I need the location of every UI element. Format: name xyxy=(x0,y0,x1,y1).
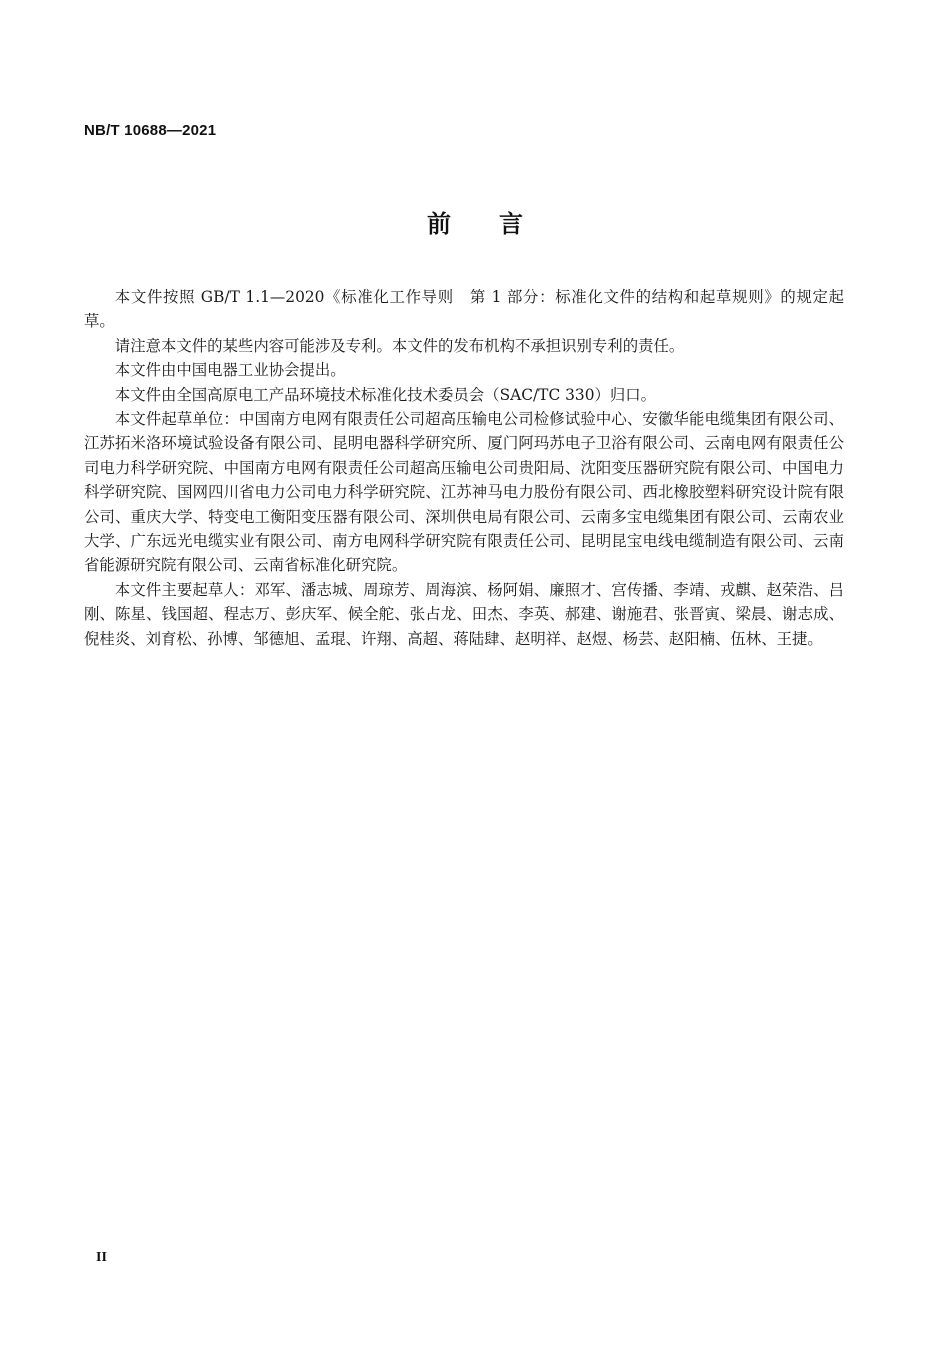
document-number: NB/T 10688—2021 xyxy=(84,122,217,139)
paragraph-drafting-units: 本文件起草单位：中国南方电网有限责任公司超高压输电公司检修试验中心、安徽华能电缆集团有限公司、江苏拓米洛环境试验设备有限公司、昆明电器科学研究所、厦门阿玛苏电子卫浴有限公司、云南电网有限责任公司电力科学研究院、中国南方电网有限责任公司超高压输电公司贵阳局、沈阳变压器研究院有限公司、中国电力科学研究院、国网四川省电力公司电力科学研究院、江苏神马电力股份有限公司、西北橡胶塑料研究设计院有限公司、重庆大学、特变电工衡阳变压器有限公司、深圳供电局有限公司、云南多宝电缆集团有限公司、云南农业大学、广东远光电缆实业有限公司、南方电网科学研究院有限责任公司、昆明昆宝电线电缆制造有限公司、云南省能源研究院有限公司、云南省标准化研究院。 xyxy=(84,410,844,575)
paragraph-drafters: 本文件主要起草人：邓军、潘志城、周琼芳、周海滨、杨阿娟、廉照才、宫传播、李靖、戎麒、赵荣浩、吕刚、陈星、钱国超、程志万、彭庆军、候全舵、张占龙、田杰、李英、郝建、谢施君、张晋寅、梁晨、谢志成、倪桂炎、刘育松、孙博、邹德旭、孟琨、许翔、高超、蒋陆肆、赵明祥、赵煜、杨芸、赵阳楠、伍林、王捷。 xyxy=(84,580,844,648)
paragraph-patent-notice: 请注意本文件的某些内容可能涉及专利。本文件的发布机构不承担识别专利的责任。 xyxy=(114,336,685,355)
paragraph-proposer: 本文件由中国电器工业协会提出。 xyxy=(114,361,346,380)
section-title: 前言 xyxy=(427,210,571,238)
page-number: II xyxy=(96,1250,107,1265)
foreword-body xyxy=(84,285,844,651)
paragraph-committee: 本文件由全国高原电工产品环境技术标准化技术委员会（SAC/TC 330）归口。 xyxy=(114,385,657,404)
paragraph-drafting-rules: 本文件按照 GB/T 1.1—2020《标准化工作导则 第 1 部分：标准化文件的结构和起草规则》的规定起草。 xyxy=(84,288,844,331)
